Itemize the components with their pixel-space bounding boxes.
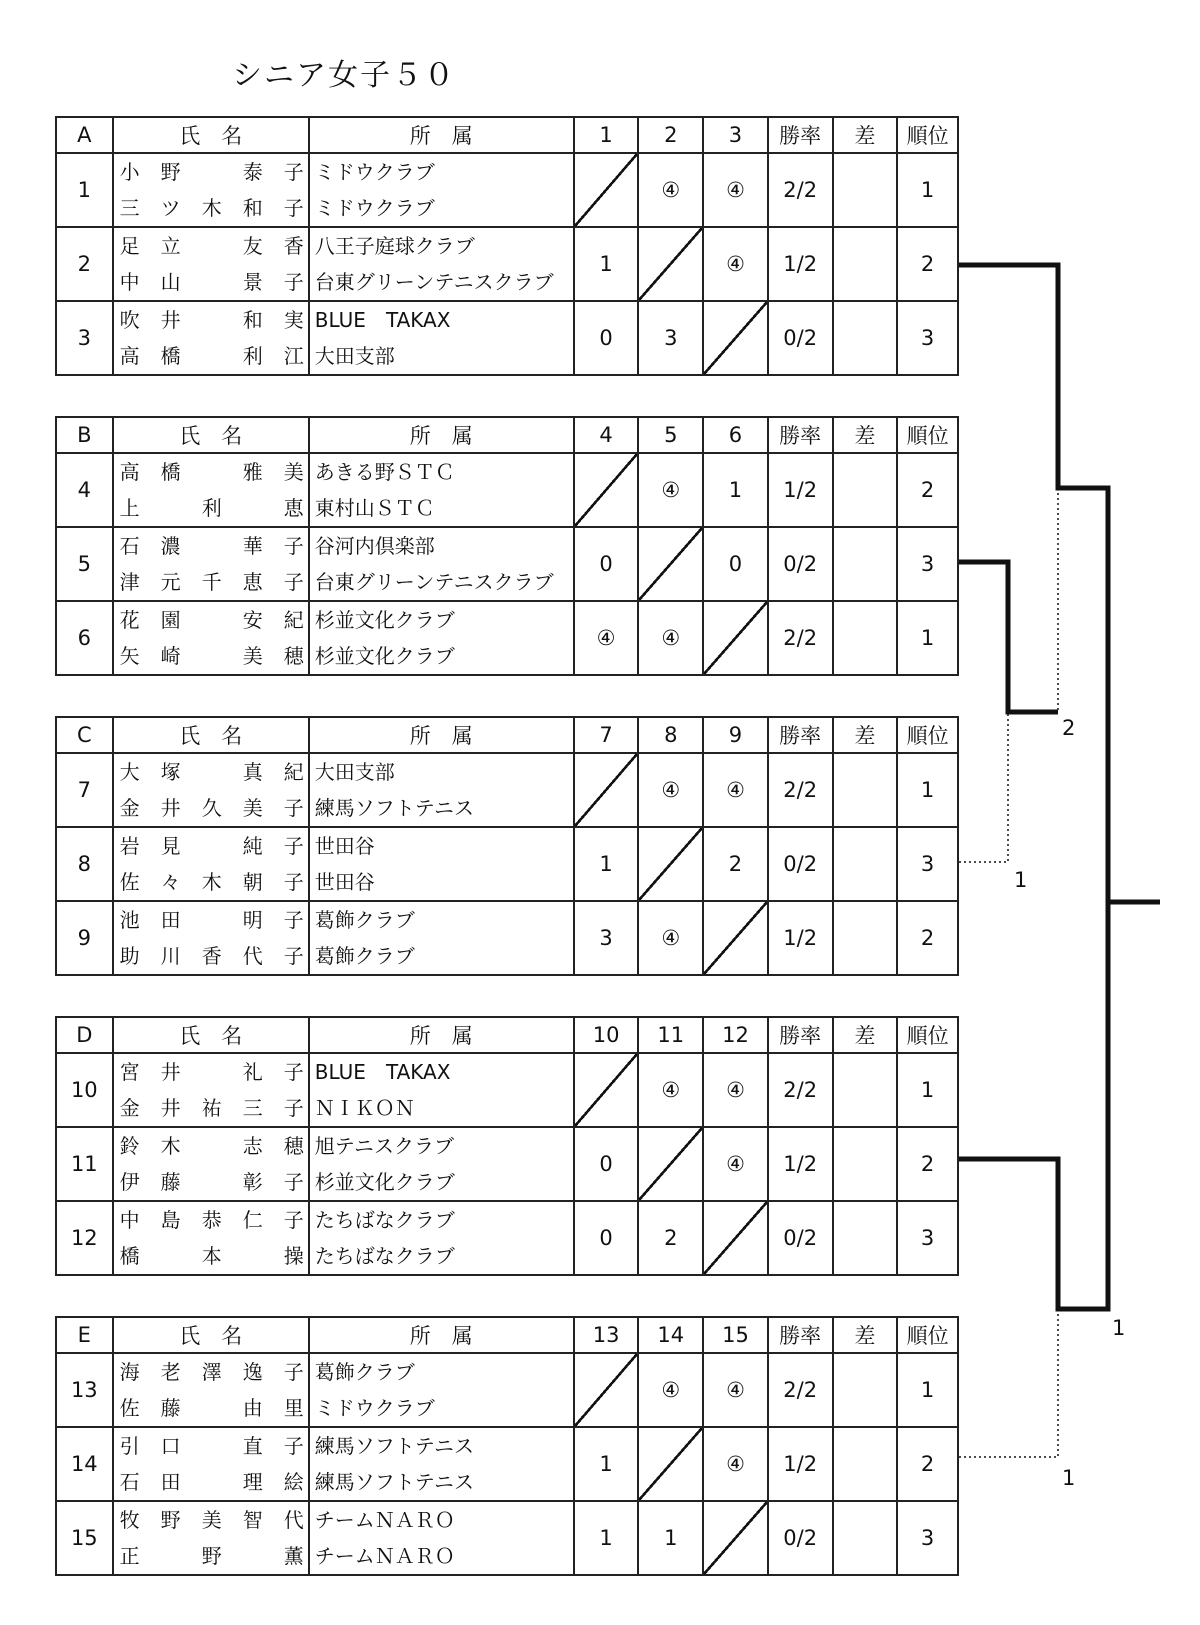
bracket-score-semi-bottom: 1 — [1112, 1316, 1126, 1340]
match-result: ④ — [703, 227, 768, 301]
club-header: 所 属 — [309, 117, 574, 153]
rank-value: 2 — [897, 1427, 958, 1501]
club-name: 練馬ソフトテニス — [314, 1434, 474, 1458]
bracket-score-semi-top: 2 — [1062, 716, 1076, 740]
club-name: 葛飾クラブ — [314, 944, 415, 968]
player-name: 池 田 明 子 — [119, 908, 304, 932]
name-header: 氏 名 — [113, 417, 309, 453]
player-name: 助 川 香 代 子 — [119, 944, 304, 968]
player-column-header: 14 — [638, 1317, 703, 1353]
club-name: あきる野ＳＴＣ — [314, 460, 455, 484]
club-header: 所 属 — [309, 1317, 574, 1353]
win-rate: 2/2 — [768, 753, 833, 827]
player-column-header: 12 — [703, 1017, 768, 1053]
club-name: ＮＩＫＯＮ — [314, 1096, 415, 1120]
player-name: 引 口 直 子 — [119, 1434, 304, 1458]
win-rate: 2/2 — [768, 153, 833, 227]
group-label: C — [56, 717, 113, 753]
club-name: 練馬ソフトテニス — [314, 796, 474, 820]
group-label: B — [56, 417, 113, 453]
match-result: 0 — [574, 301, 639, 375]
rank-value: 2 — [897, 901, 958, 975]
match-result: 0 — [574, 527, 639, 601]
player-name: 佐 藤 由 里 — [119, 1396, 304, 1420]
club-name: 旭テニスクラブ — [314, 1134, 454, 1158]
rank-value: 1 — [897, 153, 958, 227]
player-name: 高 橋 雅 美 — [119, 460, 304, 484]
club-name: ミドウクラブ — [314, 160, 435, 184]
player-column-header: 2 — [638, 117, 703, 153]
player-number: 9 — [56, 901, 113, 975]
player-number: 14 — [56, 1427, 113, 1501]
win-rate: 0/2 — [768, 527, 833, 601]
name-header: 氏 名 — [113, 1017, 309, 1053]
player-name: 岩 見 純 子 — [119, 834, 304, 858]
rank-header: 順位 — [897, 417, 958, 453]
bracket-line-d-winner — [959, 902, 1108, 1309]
club-name: たちばなクラブ — [314, 1208, 455, 1232]
rank-value: 1 — [897, 1053, 958, 1127]
player-number: 4 — [56, 453, 113, 527]
win-rate: 1/2 — [768, 901, 833, 975]
club-name: ミドウクラブ — [314, 1396, 435, 1420]
player-name: 宮 井 礼 子 — [119, 1060, 304, 1084]
match-result: ④ — [574, 601, 639, 675]
match-result: ④ — [703, 753, 768, 827]
player-name: 海 老 澤 逸 子 — [119, 1360, 304, 1384]
match-result: 0 — [703, 527, 768, 601]
player-name: 橋 本 操 — [119, 1244, 304, 1268]
bracket-dotted-e-winner — [959, 1309, 1058, 1457]
club-name: ミドウクラブ — [314, 196, 435, 220]
club-name: 谷河内倶楽部 — [314, 534, 435, 558]
rank-header: 順位 — [897, 117, 958, 153]
club-name: BLUE TAKAX — [314, 1060, 451, 1084]
player-name: 花 園 安 紀 — [119, 608, 304, 632]
player-name: 中 山 景 子 — [119, 270, 304, 294]
player-name: 津 元 千 恵 子 — [119, 570, 304, 594]
rank-value: 3 — [897, 827, 958, 901]
match-result: 1 — [703, 453, 768, 527]
bracket-dotted-c-winner — [959, 712, 1008, 862]
player-column-header: 11 — [638, 1017, 703, 1053]
match-result: 2 — [703, 827, 768, 901]
win-rate: 2/2 — [768, 1053, 833, 1127]
match-result: 1 — [574, 827, 639, 901]
player-name: 伊 藤 彰 子 — [119, 1170, 304, 1194]
rank-value: 1 — [897, 753, 958, 827]
player-number: 2 — [56, 227, 113, 301]
club-header: 所 属 — [309, 1017, 574, 1053]
name-header: 氏 名 — [113, 117, 309, 153]
bracket-score-b-vs-c: 1 — [1014, 868, 1028, 892]
match-result: ④ — [638, 901, 703, 975]
match-result: ④ — [638, 153, 703, 227]
club-header: 所 属 — [309, 417, 574, 453]
player-column-header: 13 — [574, 1317, 639, 1353]
club-name: たちばなクラブ — [314, 1244, 455, 1268]
win-rate: 1/2 — [768, 453, 833, 527]
match-result: ④ — [638, 601, 703, 675]
name-header: 氏 名 — [113, 717, 309, 753]
player-name: 牧 野 美 智 代 — [119, 1508, 304, 1532]
player-name: 金 井 久 美 子 — [119, 796, 304, 820]
club-name: 台東グリーンテニスクラブ — [314, 570, 554, 594]
win-rate: 2/2 — [768, 601, 833, 675]
player-name: 中 島 恭 仁 子 — [119, 1208, 304, 1232]
player-number: 12 — [56, 1201, 113, 1275]
rank-value: 3 — [897, 527, 958, 601]
win-rate-header: 勝率 — [768, 117, 833, 153]
group-label: A — [56, 117, 113, 153]
player-number: 7 — [56, 753, 113, 827]
player-column-header: 8 — [638, 717, 703, 753]
match-result: 2 — [638, 1201, 703, 1275]
win-rate: 0/2 — [768, 301, 833, 375]
rank-value: 1 — [897, 1353, 958, 1427]
player-column-header: 7 — [574, 717, 639, 753]
player-name: 鈴 木 志 穂 — [119, 1134, 304, 1158]
match-result: ④ — [703, 1427, 768, 1501]
win-rate: 1/2 — [768, 1127, 833, 1201]
player-name: 佐 々 木 朝 子 — [119, 870, 304, 894]
player-name: 石 濃 華 子 — [119, 534, 304, 558]
player-name: 三 ツ 木 和 子 — [119, 196, 304, 220]
player-column-header: 9 — [703, 717, 768, 753]
club-header: 所 属 — [309, 717, 574, 753]
club-name: 杉並文化クラブ — [314, 608, 455, 632]
win-rate: 2/2 — [768, 1353, 833, 1427]
club-name: 杉並文化クラブ — [314, 644, 455, 668]
win-rate-header: 勝率 — [768, 717, 833, 753]
player-name: 正 野 薫 — [119, 1544, 304, 1568]
match-result: ④ — [638, 1353, 703, 1427]
rank-header: 順位 — [897, 717, 958, 753]
player-column-header: 15 — [703, 1317, 768, 1353]
match-result: ④ — [703, 1127, 768, 1201]
club-name: 世田谷 — [314, 870, 375, 894]
player-number: 13 — [56, 1353, 113, 1427]
match-result: 3 — [574, 901, 639, 975]
rank-value: 3 — [897, 301, 958, 375]
club-name: 八王子庭球クラブ — [314, 234, 475, 258]
win-rate-header: 勝率 — [768, 417, 833, 453]
player-name: 高 橋 利 江 — [119, 344, 304, 368]
win-rate: 1/2 — [768, 1427, 833, 1501]
win-rate: 0/2 — [768, 1501, 833, 1575]
group-label: E — [56, 1317, 113, 1353]
rank-value: 3 — [897, 1501, 958, 1575]
player-name: 大 塚 真 紀 — [119, 760, 304, 784]
match-result: 3 — [638, 301, 703, 375]
player-name: 矢 崎 美 穂 — [119, 644, 304, 668]
player-name: 足 立 友 香 — [119, 234, 304, 258]
win-rate: 0/2 — [768, 1201, 833, 1275]
match-result: 0 — [574, 1201, 639, 1275]
player-column-header: 3 — [703, 117, 768, 153]
match-result: 0 — [574, 1127, 639, 1201]
club-name: 世田谷 — [314, 834, 375, 858]
win-rate: 1/2 — [768, 227, 833, 301]
match-result: ④ — [638, 753, 703, 827]
match-result: ④ — [703, 1053, 768, 1127]
bracket-score-e-side: 1 — [1062, 1466, 1076, 1490]
win-rate-header: 勝率 — [768, 1017, 833, 1053]
club-name: 練馬ソフトテニス — [314, 1470, 474, 1494]
club-name: BLUE TAKAX — [314, 308, 451, 332]
match-result: ④ — [703, 1353, 768, 1427]
rank-value: 1 — [897, 601, 958, 675]
club-name: チームＮＡＲＯ — [314, 1544, 455, 1568]
match-result: 1 — [638, 1501, 703, 1575]
win-rate-header: 勝率 — [768, 1317, 833, 1353]
player-column-header: 5 — [638, 417, 703, 453]
player-number: 3 — [56, 301, 113, 375]
player-name: 吹 井 和 実 — [119, 308, 304, 332]
bracket-line-b-c — [959, 562, 1058, 712]
player-number: 15 — [56, 1501, 113, 1575]
club-name: 大田支部 — [314, 344, 395, 368]
rank-value: 2 — [897, 1127, 958, 1201]
name-header: 氏 名 — [113, 1317, 309, 1353]
rank-header: 順位 — [897, 1017, 958, 1053]
match-result: 1 — [574, 1501, 639, 1575]
player-number: 8 — [56, 827, 113, 901]
group-label: D — [56, 1017, 113, 1053]
diff-header: 差 — [833, 417, 898, 453]
player-column-header: 10 — [574, 1017, 639, 1053]
player-number: 10 — [56, 1053, 113, 1127]
page-title: シニア女子５０ — [232, 58, 456, 93]
club-name: 葛飾クラブ — [314, 1360, 415, 1384]
match-result: ④ — [638, 453, 703, 527]
club-name: 杉並文化クラブ — [314, 1170, 455, 1194]
player-name: 金 井 祐 三 子 — [119, 1096, 304, 1120]
player-name: 石 田 理 絵 — [119, 1470, 304, 1494]
match-result: ④ — [703, 153, 768, 227]
match-result: ④ — [638, 1053, 703, 1127]
diff-header: 差 — [833, 1017, 898, 1053]
diff-header: 差 — [833, 1317, 898, 1353]
player-name: 小 野 泰 子 — [119, 160, 304, 184]
win-rate: 0/2 — [768, 827, 833, 901]
player-column-header: 6 — [703, 417, 768, 453]
rank-header: 順位 — [897, 1317, 958, 1353]
match-result: 1 — [574, 1427, 639, 1501]
player-column-header: 4 — [574, 417, 639, 453]
club-name: 葛飾クラブ — [314, 908, 415, 932]
rank-value: 2 — [897, 453, 958, 527]
club-name: 台東グリーンテニスクラブ — [314, 270, 554, 294]
club-name: 東村山ＳＴＣ — [314, 496, 435, 520]
rank-value: 3 — [897, 1201, 958, 1275]
player-name: 上 利 恵 — [119, 496, 304, 520]
club-name: 大田支部 — [314, 760, 395, 784]
player-number: 6 — [56, 601, 113, 675]
club-name: チームＮＡＲＯ — [314, 1508, 455, 1532]
diff-header: 差 — [833, 117, 898, 153]
player-number: 11 — [56, 1127, 113, 1201]
rank-value: 2 — [897, 227, 958, 301]
diff-header: 差 — [833, 717, 898, 753]
match-result: 1 — [574, 227, 639, 301]
player-number: 1 — [56, 153, 113, 227]
bracket-line-a-winner — [959, 265, 1160, 902]
player-column-header: 1 — [574, 117, 639, 153]
player-number: 5 — [56, 527, 113, 601]
